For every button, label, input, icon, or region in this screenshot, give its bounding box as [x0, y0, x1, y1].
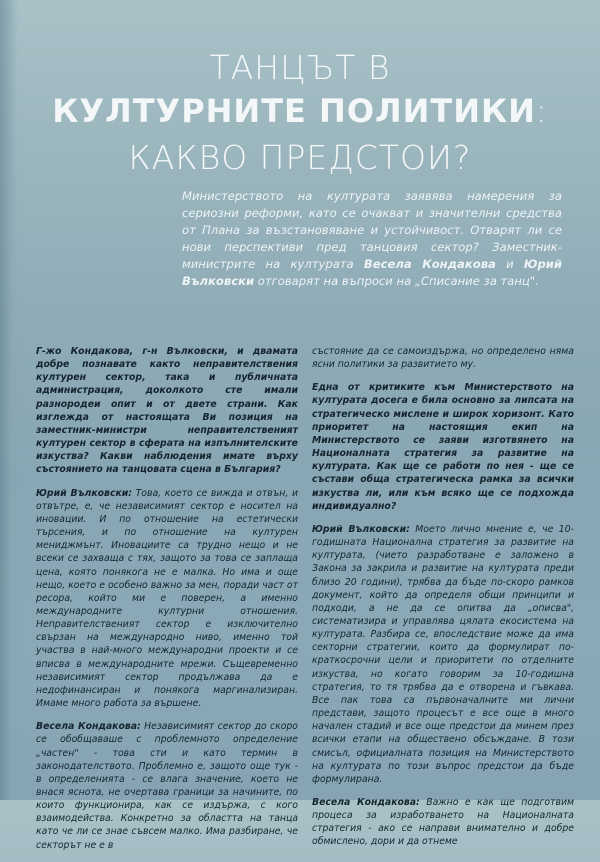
answer-4: [312, 796, 574, 849]
title-line-3: КАКВО ПРЕДСТОИ?: [128, 138, 472, 177]
answer-1-speaker: Юрий Вълковски:: [36, 487, 132, 499]
title-line-2-text: КУЛТУРНИТЕ ПОЛИТИКИ: [52, 92, 536, 130]
answer-3: [312, 523, 574, 786]
title-colon: :: [535, 92, 548, 130]
answer-2-text: Независимият сектор до скоро се обобщаваше с проблемното определение „частен" - това сти и като термин в законодателството. Проблемно е, защото още тук - в определенията - се влага значение, което не внася яснота, не очертава граници за начините, по които функционира, как се издържа, с кого взаимодейства. Конкретно за областта на танца като че ли се знае съвсем малко. Има разбиране, че секторът не е в: [36, 721, 298, 851]
lead-name-valkovski: Юрий Вълковски: [182, 257, 563, 288]
left-column: [36, 345, 298, 862]
answer-1-text: Това, което се вижда и отвън, и отвътре, е, че независимият сектор е носител на иновации. И по отношение на естетически търсения, и по отношение на културен мениджмънт. Иновациите са трудно нещо и не всеки се захваща с тях, защото за това се заплаща цена, която понякога не е малка. Но има и още нещо, което е особено важно за мен, поради част от ресора, който ми е поверен, а именно международните културни отношения. Неправителственият сектор е изключително свързан на международно ниво, именно той участва в най-много международни проекти и се вписва в международните мрежи. Същевременно независимият сектор продължава да е недофинансиран и понякога маргинализиран. Имаме много работа за вършене.: [36, 487, 298, 710]
answer-3-text: Моето лично мнение е, че 10-годишната Национална стратегия за развитие на културата, (чието разработване е заложено в Закона за закрила и развитие на културата преди близо 20 години), трябва да бъде по-скоро рамков документ, който да определя общи принципи и подходи, а не да се опитва да „описва", систематизира и управлява цялата екосистема на културата. Разбира се, впоследствие може да има секторни стратегии, които да формулират по-краткосрочни цели и приоритети по отделните изкуства, но когато говорим за 10-годишна стратегия, то тя трябва да е отворена и гъвкава. Все пак това са първоначалните ми лични представи, защото процесът е все още в много начален стадий и все още предстои да минем през всички етапи на обществено обсъждане. В този смисъл, официалната позиция на Министерството на културата по този въпрос предстои да бъде формулирана.: [312, 523, 574, 785]
lead-name-kondakova: Весела Кондакова: [363, 257, 496, 271]
right-column: [312, 345, 574, 859]
answer-4-text: Важно е как ще подготвим процеса за изработването на Националната стратегия - ако се направи внимателно и добре обмислено, дори и да отнеме: [312, 797, 574, 848]
question-2: Една от критиките към Министерството на културата досега е била основно за липсата на стратегическо мислене и широк хоризонт. Като приоритет на настоящия екип на Министерството се заяви изготвянето на Националната стратегия за развитие на културата. Как ще се работи по нея - ще се състави обща стратегическа рамка за всички изкуства ли, или към всяко ще се подхожда индивидуално?: [312, 382, 574, 512]
lead-text-2: отговарят на въпроси на „Списание за танц".: [254, 274, 539, 288]
lead-and: и: [495, 257, 524, 271]
answer-3-speaker: Юрий Вълковски:: [312, 523, 410, 535]
continued-text: състояние да се самоиздържа, но определено няма ясни политики за развитието му.: [312, 346, 574, 371]
lead-text-1: Министерството на културата заявява намерения за сериозни реформи, като се очакват и значителни средства от Плана за възстановяване и устойчивост. Отварят ли се нови перспективи пред танцовия сектор? Заместник-министрите на културата: [182, 189, 562, 271]
answer-2-speaker: Весела Кондакова:: [36, 721, 141, 733]
title-line-2: [0, 92, 600, 130]
title-line-1: ТАНЦЪТ В: [209, 48, 391, 87]
answer-2: [36, 720, 298, 852]
answer-1: [36, 487, 298, 711]
lead-paragraph: [182, 188, 562, 290]
answer-4-speaker: Весела Кондакова:: [312, 797, 420, 808]
question-1: Г-жо Кондакова, г-н Вълковски, и двамата добре познавате както неправителствения културен сектор, така и публичната администрация, доколкото сте имали разнородеи опит и от двете страни. Как изглежда от настоящата Ви позиция на заместник-министри неправителственият културен сектор в сферата на изпълнителските изкуства? Какви наблюдения имате върху състоянието на танцовата сцена в България?: [36, 346, 298, 476]
